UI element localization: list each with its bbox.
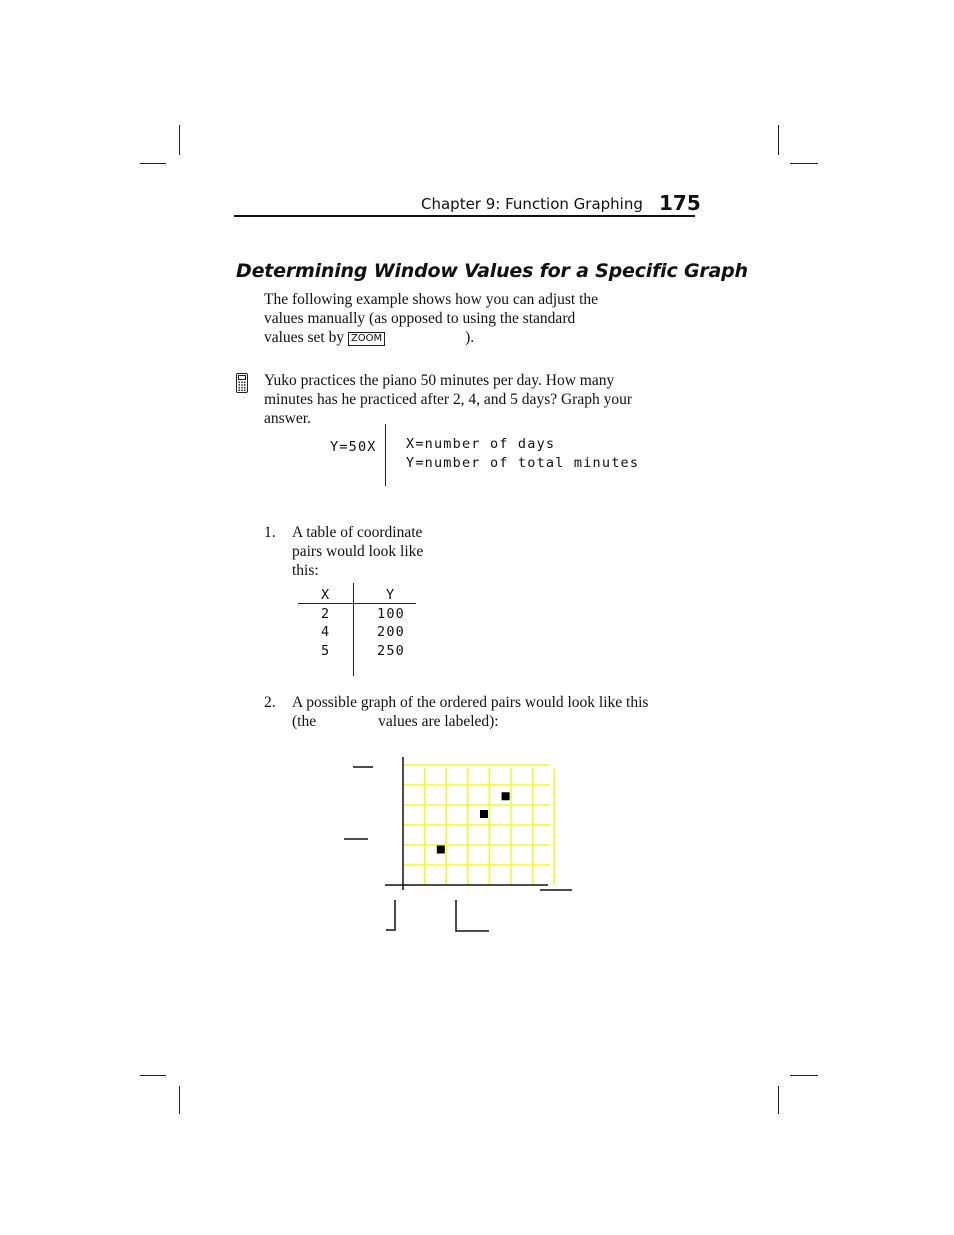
crop-mark [778, 125, 779, 155]
intro-paragraph [264, 290, 684, 348]
crop-mark [790, 163, 818, 164]
step1-line: this: [292, 562, 319, 580]
step1-line: A table of coordinate [292, 524, 423, 541]
table-header-y: Y [386, 587, 396, 603]
intro-text: values set by [264, 329, 345, 347]
step1-text [292, 523, 492, 581]
graph-grid [403, 765, 554, 885]
table-vertical-rule [353, 583, 354, 676]
table-cell-y: 250 [377, 643, 405, 659]
table-cell-x: 4 [321, 624, 331, 640]
coordinate-table [298, 583, 418, 678]
section-title: Determining Window Values for a Specific Graph [236, 260, 748, 282]
example-line: answer. [264, 410, 311, 428]
example-line: Yuko practices the piano 50 minutes per day. How many [264, 372, 615, 389]
table-cell-y: 100 [377, 606, 405, 622]
data-point [502, 792, 510, 800]
step-number: 1. [264, 524, 276, 541]
step2-text-end: values are labeled): [378, 713, 499, 731]
step2-text-start: (the [292, 713, 317, 731]
crop-mark [140, 1075, 166, 1076]
example-paragraph [264, 371, 694, 429]
step2-text [292, 693, 702, 731]
crop-mark [179, 1086, 180, 1114]
step2-line [292, 712, 702, 731]
definition-y: Y=number of total minutes [406, 455, 640, 471]
calculator-icon [236, 373, 248, 393]
equation: Y=50X [330, 439, 377, 455]
callout-line [456, 900, 489, 931]
table-cell-x: 5 [321, 643, 331, 659]
crop-mark [179, 125, 180, 155]
crop-mark [140, 163, 166, 164]
intro-line [264, 328, 684, 347]
intro-line: The following example shows how you can adjust the [264, 291, 599, 308]
intro-line: values manually (as opposed to using the standard [264, 310, 576, 328]
crop-mark [778, 1086, 779, 1114]
step-number: 2. [264, 694, 276, 711]
data-point [437, 846, 445, 854]
definition-x: X=number of days [406, 436, 556, 452]
example-line: minutes has he practiced after 2, 4, and 5 days? Graph your [264, 391, 632, 409]
step1-line: pairs would look like [292, 543, 424, 561]
scatter-graph [330, 750, 580, 940]
zoom-key: ZOOM [348, 332, 385, 346]
table-header-rule [298, 603, 416, 604]
equation-divider [385, 424, 386, 486]
table-header-x: X [321, 587, 331, 603]
intro-text-end: ). [465, 329, 475, 347]
header-rule [234, 215, 695, 217]
data-point [480, 810, 488, 818]
table-cell-y: 200 [377, 624, 405, 640]
chapter-header: Chapter 9: Function Graphing [421, 195, 643, 213]
step2-line: A possible graph of the ordered pairs would look like this [292, 694, 649, 711]
table-cell-x: 2 [321, 606, 331, 622]
callout-line [386, 900, 395, 930]
page-number: 175 [659, 191, 701, 215]
crop-mark [790, 1075, 818, 1076]
